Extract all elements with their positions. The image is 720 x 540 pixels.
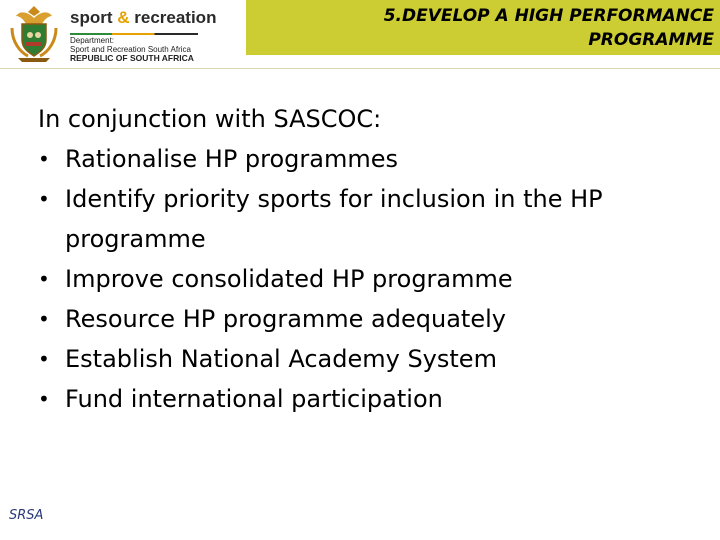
logo-line-name: Sport and Recreation South Africa [70,45,191,54]
department-logo [6,2,217,66]
logo-divider [70,33,198,35]
bullet-icon: • [38,387,50,411]
logo-subtitle [70,36,194,63]
bullet-icon: • [38,147,50,171]
slide-title-line-1: 5.DEVELOP A HIGH PERFORMANCE [383,6,714,26]
slide-body [38,99,698,419]
list-item [38,179,698,259]
coat-of-arms-icon [6,2,62,64]
bullet-icon: • [38,267,50,291]
bullet-icon: • [38,187,50,211]
bullet-icon: • [38,347,50,371]
slide-title [384,4,714,52]
list-item [38,339,698,379]
list-item-text: Establish National Academy System [65,345,497,373]
slide-title-line-2: PROGRAMME [588,30,714,50]
list-item [38,379,698,419]
list-item [38,259,698,299]
bullet-icon: • [38,307,50,331]
list-item [38,139,698,179]
list-item-text: Resource HP programme adequately [65,305,506,333]
logo-line-country: REPUBLIC OF SOUTH AFRICA [70,53,194,63]
title-band [246,0,720,55]
logo-line-department: Department: [70,36,115,45]
header-divider [0,68,720,69]
footer-tag: SRSA [9,508,44,523]
slide-header [0,0,720,70]
list-item-text: Identify priority sports for inclusion in the HP programme [65,185,603,253]
list-item-text: Rationalise HP programmes [65,145,399,173]
intro-text: In conjunction with SASCOC: [38,105,382,133]
list-item-text: Improve consolidated HP programme [65,265,513,293]
logo-wordmark: sport & recreation [70,8,217,27]
list-item-text: Fund international participation [65,385,443,413]
list-item [38,299,698,339]
bullet-list [38,139,698,419]
